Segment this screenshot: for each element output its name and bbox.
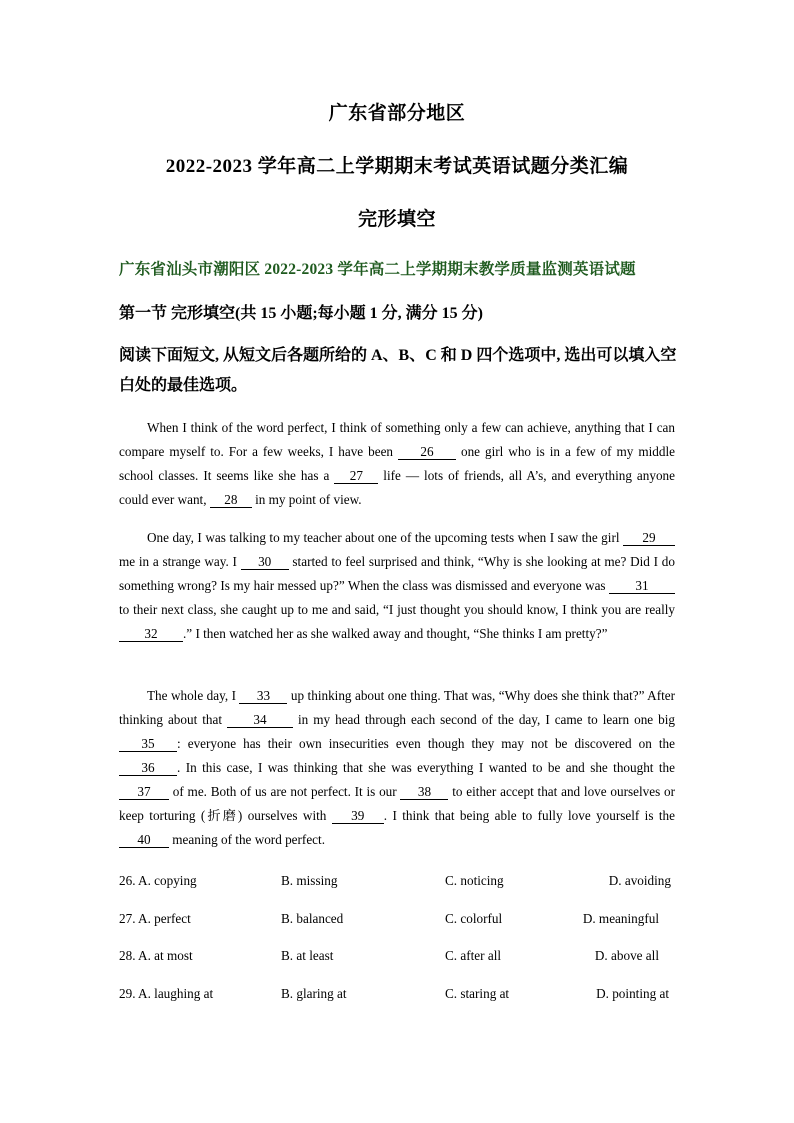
option-d: D. avoiding xyxy=(608,873,671,888)
blank-28: 28 xyxy=(210,492,252,508)
option-d: D. meaningful xyxy=(582,911,659,926)
passage-text: in my point of view. xyxy=(251,492,362,507)
blank-36: 36 xyxy=(119,760,177,776)
blank-27: 27 xyxy=(334,468,378,484)
blank-32: 32 xyxy=(119,626,183,642)
section-heading: 第一节 完形填空(共 15 小题;每小题 1 分, 满分 15 分) xyxy=(119,305,483,322)
passage-paragraph-2 xyxy=(119,526,675,646)
passage-text: in my head through each second of the day, I came to learn one big xyxy=(293,712,675,727)
blank-26: 26 xyxy=(398,444,456,460)
blank-34: 34 xyxy=(227,712,293,728)
blank-38: 38 xyxy=(400,784,448,800)
blank-37: 37 xyxy=(119,784,169,800)
option-c: C. after all xyxy=(445,948,502,963)
passage-text: me in a strange way. I xyxy=(119,554,241,569)
blank-35: 35 xyxy=(119,736,177,752)
option-b: B. at least xyxy=(281,948,334,963)
option-d: D. above all xyxy=(594,948,659,963)
option-b: B. glaring at xyxy=(281,986,347,1001)
option-a: 27. A. perfect xyxy=(119,911,191,926)
option-b: B. missing xyxy=(281,873,338,888)
passage-text: . In this case, I was thinking that she was everything I wanted to be and she thought the xyxy=(177,760,675,775)
option-row-26 xyxy=(119,873,679,893)
passage-text: .” I then watched her as she walked away and thought, “She thinks I am pretty?” xyxy=(183,626,608,641)
option-b: B. balanced xyxy=(281,911,344,926)
option-d: D. pointing at xyxy=(596,986,669,1001)
instruction-text: 阅读下面短文, 从短文后各题所给的 A、B、C 和 D 四个选项中, 选出可以填入空白处的最佳选项。 xyxy=(119,347,677,394)
passage-text: up thinking about one thing. That was, “Why does she think that?” After thinking about that xyxy=(119,688,675,727)
passage-text: of me. Both of us are not perfect. It is our xyxy=(169,784,401,799)
option-row-29 xyxy=(119,986,679,1006)
blank-33: 33 xyxy=(239,688,287,704)
page-title-exam: 2022-2023 学年高二上学期期末考试英语试题分类汇编 xyxy=(165,156,629,177)
passage-text: One day, I was talking to my teacher about one of the upcoming tests when I saw the girl xyxy=(147,530,623,545)
blank-31: 31 xyxy=(609,578,675,594)
option-a: 26. A. copying xyxy=(119,873,197,888)
option-c: C. colorful xyxy=(445,911,503,926)
blank-39: 39 xyxy=(332,808,384,824)
option-a: 29. A. laughing at xyxy=(119,986,214,1001)
option-c: C. noticing xyxy=(445,873,504,888)
option-c: C. staring at xyxy=(445,986,510,1001)
passage-text: life — lots of friends, all A’s, and everything anyone could ever want, xyxy=(119,468,676,507)
passage-paragraph-1 xyxy=(119,416,675,512)
blank-29: 29 xyxy=(623,530,675,546)
blank-30: 30 xyxy=(241,554,289,570)
page-title-region: 广东省部分地区 xyxy=(328,103,466,124)
passage-text: . I think that being able to fully love yourself is the xyxy=(383,808,675,823)
passage-text: The whole day, I xyxy=(147,688,240,703)
passage-text: one girl who is in a few of my middle school classes. It seems like she has a xyxy=(119,444,676,483)
option-row-28 xyxy=(119,948,679,968)
passage-text: meaning of the word perfect. xyxy=(169,832,325,847)
passage-text: started to feel surprised and think, “Why is she looking at me? Did I do something wrong? Is my hair messed up?” When the class was dismissed and everyone was xyxy=(119,554,675,593)
option-a: 28. A. at most xyxy=(119,948,193,963)
passage-paragraph-3 xyxy=(119,684,675,852)
option-row-27 xyxy=(119,911,679,931)
blank-40: 40 xyxy=(119,832,169,848)
page-title-section: 完形填空 xyxy=(357,209,436,230)
passage-text: When I think of the word perfect, I think of something only a few can achieve, anything that I can compare myself to. For a few weeks, I have been xyxy=(119,420,675,459)
source-heading: 广东省汕头市潮阳区 2022-2023 学年高二上学期期末教学质量监测英语试题 xyxy=(119,261,636,278)
passage-text: to either accept that and love ourselves or keep torturing (折磨) ourselves with xyxy=(119,784,675,823)
passage-text: to their next class, she caught up to me and said, “I just thought you should know, I think you are really xyxy=(119,602,675,617)
passage-text: : everyone has their own insecurities even though they may not be discovered on the xyxy=(177,736,675,751)
